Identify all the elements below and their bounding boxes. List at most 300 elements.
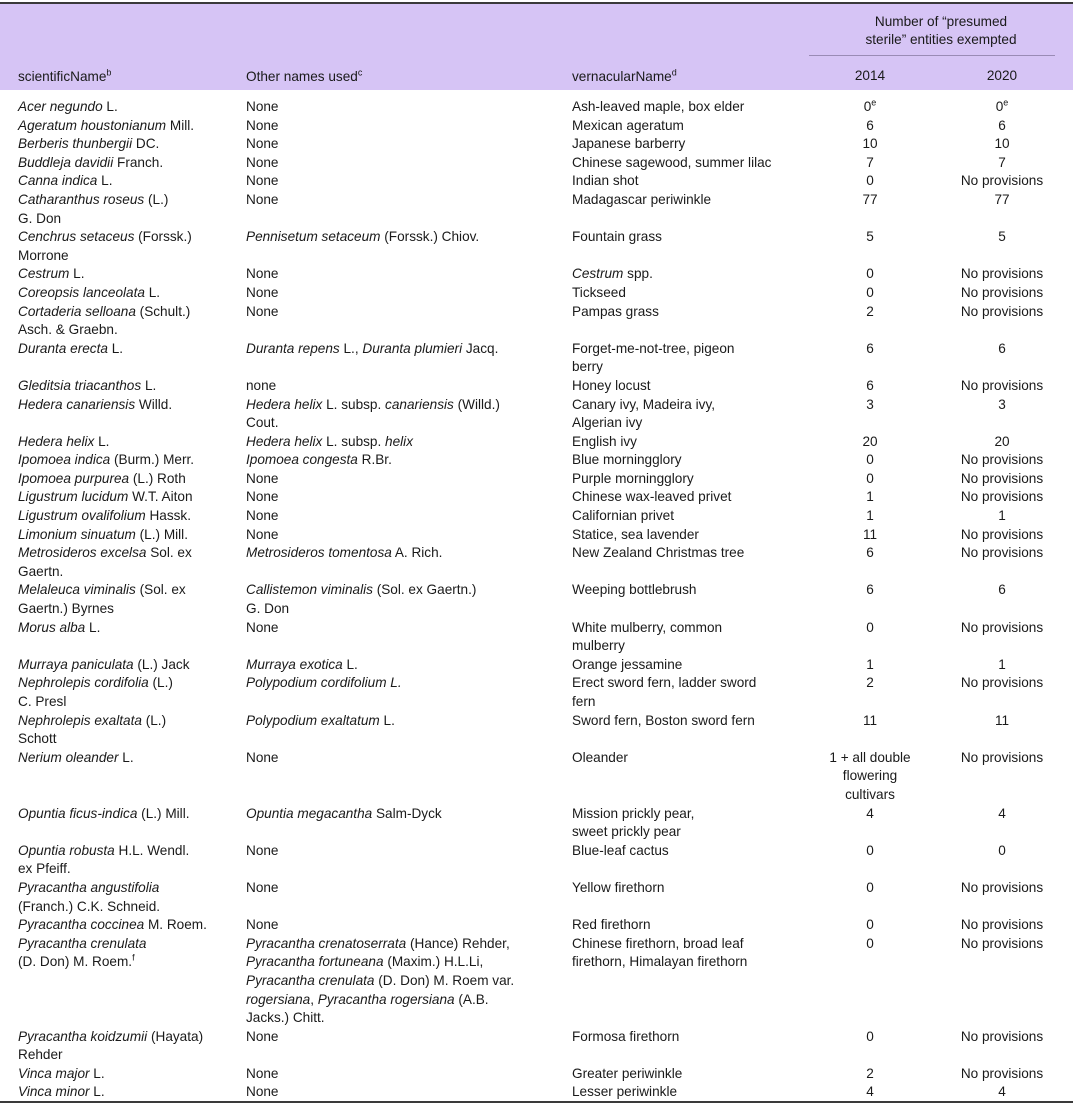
cell-text: Formosa firethorn [572, 1028, 680, 1044]
cell-other-names [246, 879, 572, 916]
cell-scientific-name [0, 507, 246, 526]
cell-text: No provisions [960, 266, 1044, 282]
cell-text: Jacq. [462, 340, 499, 356]
cell-text: Ipomoea congesta [246, 452, 358, 468]
header-year-2014: 2014 [809, 60, 931, 90]
cell-vernacular-name [572, 526, 809, 545]
cell-scientific-name [0, 656, 246, 675]
cell-count-2014 [809, 879, 931, 916]
cell-other-names [246, 544, 572, 581]
cell-text: English ivy [572, 433, 637, 449]
cell-other-names [246, 1083, 572, 1102]
cell-scientific-name [0, 805, 246, 842]
cell-text: (L.) Roth [129, 470, 186, 486]
cell-text: No provisions [960, 675, 1044, 691]
cell-other-names [246, 433, 572, 452]
cell-count-2014 [809, 377, 931, 396]
cell-count-2014 [809, 470, 931, 489]
cell-text: 11 [994, 712, 1010, 728]
cell-text: No provisions [960, 452, 1044, 468]
cell-text: None [246, 284, 279, 300]
cell-text: L. [118, 749, 134, 765]
cell-scientific-name [0, 526, 246, 545]
cell-vernacular-name [572, 284, 809, 303]
cell-count-2020 [931, 284, 1073, 303]
cell-text: No provisions [960, 489, 1044, 505]
cell-count-2014 [809, 507, 931, 526]
cell-other-names [246, 135, 572, 154]
table-row [0, 451, 1073, 470]
cell-count-2020 [931, 90, 1073, 117]
cell-other-names [246, 396, 572, 433]
cell-text: No provisions [960, 526, 1044, 542]
cell-other-names [246, 451, 572, 470]
cell-text: G. Don [18, 210, 62, 226]
cell-text: Pyracantha rogersiana [317, 991, 455, 1007]
cell-text: Catharanthus roseus [18, 191, 145, 207]
footnote-mark: e [1003, 97, 1009, 108]
cell-count-2020 [931, 303, 1073, 340]
cell-count-2014 [809, 284, 931, 303]
cell-text: Fountain grass [572, 229, 662, 245]
cell-count-2020 [931, 135, 1073, 154]
cell-count-2014 [809, 916, 931, 935]
cell-text: L. [144, 284, 161, 300]
table-row [0, 135, 1073, 154]
cell-text: 5 [998, 229, 1006, 245]
cell-text: Duranta repens [246, 340, 340, 356]
table-row [0, 470, 1073, 489]
cell-text: 5 [866, 229, 874, 245]
cell-vernacular-name [572, 172, 809, 191]
cell-vernacular-name [572, 488, 809, 507]
header-scientific-name-text: scientificName [18, 69, 107, 84]
header-year-2020: 2020 [931, 60, 1073, 90]
cell-text: None [246, 879, 279, 895]
cell-count-2020 [931, 340, 1073, 377]
cell-text: 0 [863, 99, 872, 114]
cell-text: 1 [866, 656, 874, 672]
cell-text: G. Don [246, 601, 290, 617]
cell-count-2020 [931, 1065, 1073, 1084]
cell-count-2020 [931, 154, 1073, 173]
cell-text: Blue morningglory [572, 452, 682, 468]
cell-text: 6 [866, 377, 874, 393]
cell-text: 1 [866, 489, 874, 505]
cell-text: H.L. Wendl. [114, 842, 190, 858]
cell-text: Honey locust [572, 377, 651, 393]
cell-count-2014 [809, 1083, 931, 1102]
cell-text: Chinese firethorn, broad leaf [572, 935, 744, 951]
cell-text: 11 [862, 526, 878, 542]
cell-text: (A.B. [454, 991, 489, 1007]
cell-text: Jacks.) Chitt. [246, 1010, 325, 1026]
table-row [0, 1065, 1073, 1084]
cell-text: Pennisetum setaceum [246, 229, 381, 245]
cell-text: L. [379, 712, 395, 728]
cell-text: No provisions [960, 545, 1044, 561]
cell-text: Pyracantha coccinea [18, 917, 145, 933]
cell-text: L. [89, 1084, 105, 1100]
cell-count-2014 [809, 619, 931, 656]
cell-text: No provisions [960, 619, 1044, 635]
cell-text: (L.) Mill. [135, 526, 188, 542]
cell-vernacular-name [572, 451, 809, 470]
cell-text: None [246, 619, 279, 635]
cell-text: Pyracantha angustifolia [18, 879, 160, 895]
table-row [0, 656, 1073, 675]
footnote-mark: b [106, 67, 112, 78]
cell-scientific-name [0, 712, 246, 749]
table-row [0, 265, 1073, 284]
cell-text: Canna indica [18, 173, 98, 189]
cell-text: Coreopsis lanceolata [18, 284, 145, 300]
cell-text: None [246, 154, 279, 170]
cell-count-2014 [809, 191, 931, 228]
cell-count-2014 [809, 526, 931, 545]
cell-scientific-name [0, 172, 246, 191]
cell-text: Hedera helix [246, 433, 323, 449]
cell-count-2014 [809, 433, 931, 452]
cell-vernacular-name [572, 470, 809, 489]
cell-count-2020 [931, 433, 1073, 452]
cell-text: 6 [866, 582, 874, 598]
cell-text: Ligustrum lucidum [18, 489, 129, 505]
cell-text: None [246, 99, 279, 114]
cell-text: Willd. [135, 396, 173, 412]
cell-text: None [246, 470, 279, 486]
cell-text: 20 [862, 433, 878, 449]
cell-text: 10 [862, 136, 878, 152]
cell-text: No provisions [960, 749, 1044, 765]
cell-count-2020 [931, 1028, 1073, 1065]
table-row [0, 842, 1073, 879]
table-row [0, 879, 1073, 916]
cell-text: Hedera canariensis [18, 396, 136, 412]
table-row [0, 1083, 1073, 1102]
cell-other-names [246, 749, 572, 805]
cell-count-2014 [809, 656, 931, 675]
cell-text: Mill. [166, 117, 195, 133]
cell-vernacular-name [572, 842, 809, 879]
cell-text: (Hayata) [147, 1028, 204, 1044]
cell-text: No provisions [960, 917, 1044, 933]
cell-text: Pyracantha crenulata [246, 972, 375, 988]
cell-other-names [246, 191, 572, 228]
header-scientific-name [0, 4, 246, 90]
cell-text: 0 [866, 1028, 874, 1044]
cell-text: Cortaderia selloana [18, 303, 136, 319]
cell-text: Salm-Dyck [372, 805, 442, 821]
cell-text: 77 [994, 191, 1010, 207]
cell-vernacular-name [572, 507, 809, 526]
cell-text: 6 [998, 582, 1006, 598]
bottom-rule [0, 1101, 1073, 1103]
cell-scientific-name [0, 544, 246, 581]
cell-text: Nephrolepis cordifolia [18, 675, 149, 691]
cell-vernacular-name [572, 377, 809, 396]
cell-text: Rehder [18, 1047, 63, 1063]
cell-text: Chinese sagewood, summer lilac [572, 154, 772, 170]
cell-text: 6 [866, 117, 874, 133]
header-group-line1: Number of “presumed [874, 13, 1008, 29]
cell-text: Hedera helix [246, 396, 323, 412]
cell-vernacular-name [572, 544, 809, 581]
cell-other-names [246, 154, 572, 173]
cell-other-names [246, 228, 572, 265]
cell-text: Madagascar periwinkle [572, 191, 712, 207]
cell-text: Orange jessamine [572, 656, 683, 672]
cell-text: 1 [998, 656, 1006, 672]
table-body [0, 90, 1073, 1102]
cell-text: No provisions [960, 935, 1044, 951]
species-table [0, 4, 1073, 1102]
cell-text: Sol. ex [146, 545, 192, 561]
cell-text: L. [94, 433, 110, 449]
cell-text: Yellow firethorn [572, 879, 665, 895]
cell-vernacular-name [572, 581, 809, 618]
cell-vernacular-name [572, 396, 809, 433]
table-row [0, 303, 1073, 340]
table-row [0, 340, 1073, 377]
cell-text: Red firethorn [572, 917, 651, 933]
cell-text: Opuntia megacantha [246, 805, 373, 821]
cell-text: 6 [998, 117, 1006, 133]
cell-text: DC. [132, 136, 160, 152]
header-other-names [246, 4, 572, 90]
cell-text: berry [572, 359, 603, 375]
cell-text: Morrone [18, 247, 69, 263]
cell-other-names [246, 935, 572, 1028]
cell-text: No provisions [960, 1065, 1044, 1081]
cell-text: Lesser periwinkle [572, 1084, 678, 1100]
cell-text: flowering [842, 768, 898, 784]
cell-text: 6 [998, 340, 1006, 356]
cell-count-2020 [931, 879, 1073, 916]
cell-scientific-name [0, 265, 246, 284]
table-row [0, 805, 1073, 842]
cell-text: Schott [18, 731, 57, 747]
cell-text: Morus alba [18, 619, 86, 635]
cell-other-names [246, 340, 572, 377]
cell-text: spp. [623, 266, 653, 282]
cell-scientific-name [0, 228, 246, 265]
cell-text: L. [141, 377, 157, 393]
cell-text: ex Pfeiff. [18, 861, 71, 877]
cell-count-2020 [931, 581, 1073, 618]
cell-text: 0 [866, 470, 874, 486]
cell-text: No provisions [960, 303, 1044, 319]
cell-count-2014 [809, 805, 931, 842]
cell-scientific-name [0, 674, 246, 711]
cell-count-2014 [809, 842, 931, 879]
cell-text: Mexican ageratum [572, 117, 684, 133]
cell-text: 3 [998, 396, 1006, 412]
cell-scientific-name [0, 303, 246, 340]
cell-text: 0 [866, 842, 874, 858]
cell-count-2014 [809, 488, 931, 507]
cell-text: Algerian ivy [572, 415, 643, 431]
cell-count-2014 [809, 340, 931, 377]
cell-text: sweet prickly pear [572, 824, 681, 840]
cell-vernacular-name [572, 619, 809, 656]
cell-text: None [246, 136, 279, 152]
cell-text: Polypodium cordifolium L. [246, 675, 402, 691]
cell-count-2014 [809, 135, 931, 154]
cell-vernacular-name [572, 935, 809, 1028]
table-row [0, 191, 1073, 228]
cell-text: (Sol. ex Gaertn.) [372, 582, 477, 598]
footnote-mark: f [132, 952, 135, 963]
cell-text: Cestrum [18, 266, 70, 282]
cell-scientific-name [0, 135, 246, 154]
cell-text: 77 [862, 191, 878, 207]
cell-vernacular-name [572, 916, 809, 935]
cell-scientific-name [0, 191, 246, 228]
cell-text: Callistemon viminalis [246, 582, 373, 598]
cell-text: Californian privet [572, 508, 674, 524]
cell-scientific-name [0, 1083, 246, 1102]
cell-other-names [246, 470, 572, 489]
cell-text: None [246, 1028, 279, 1044]
cell-scientific-name [0, 842, 246, 879]
cell-vernacular-name [572, 1028, 809, 1065]
cell-text: No provisions [960, 284, 1044, 300]
cell-text: None [246, 173, 279, 189]
cell-count-2020 [931, 117, 1073, 136]
cell-vernacular-name [572, 712, 809, 749]
cell-text: Forget-me-not-tree, pigeon [572, 340, 735, 356]
cell-text: None [246, 749, 279, 765]
cell-scientific-name [0, 619, 246, 656]
cell-text: 4 [866, 805, 874, 821]
cell-text: None [246, 191, 279, 207]
cell-count-2020 [931, 749, 1073, 805]
cell-text: White mulberry, common [572, 619, 723, 635]
table-header [0, 4, 1073, 90]
cell-count-2020 [931, 488, 1073, 507]
cell-text: Canary ivy, Madeira ivy, [572, 396, 716, 412]
cell-text: 3 [866, 396, 874, 412]
cell-scientific-name [0, 470, 246, 489]
cell-text: Japanese barberry [572, 136, 686, 152]
cell-text: none [246, 377, 277, 393]
table-row [0, 526, 1073, 545]
cell-text: Tickseed [572, 284, 626, 300]
table-row [0, 172, 1073, 191]
table-row [0, 228, 1073, 265]
cell-text: L. [102, 99, 118, 114]
cell-scientific-name [0, 916, 246, 935]
cell-other-names [246, 377, 572, 396]
cell-text: Ash-leaved maple, box elder [572, 99, 745, 114]
cell-text: Nephrolepis exaltata [18, 712, 142, 728]
cell-text: Ageratum houstonianum [18, 117, 167, 133]
cell-count-2014 [809, 228, 931, 265]
cell-count-2014 [809, 749, 931, 805]
table-row [0, 154, 1073, 173]
cell-text: None [246, 1084, 279, 1100]
cell-text: A. Rich. [391, 545, 443, 561]
table-row [0, 284, 1073, 303]
table-row [0, 619, 1073, 656]
cell-text: Ipomoea indica [18, 452, 111, 468]
cell-scientific-name [0, 433, 246, 452]
cell-count-2014 [809, 712, 931, 749]
table-row [0, 544, 1073, 581]
cell-scientific-name [0, 284, 246, 303]
cell-vernacular-name [572, 656, 809, 675]
cell-count-2014 [809, 1065, 931, 1084]
footnote-mark: c [357, 67, 363, 78]
cell-text: Duranta plumieri [362, 340, 463, 356]
cell-count-2020 [931, 674, 1073, 711]
cell-other-names [246, 90, 572, 117]
cell-text: No provisions [960, 879, 1044, 895]
cell-text: (D. Don) M. Roem. [18, 954, 133, 970]
table-row [0, 117, 1073, 136]
cell-text: Hassk. [145, 508, 192, 524]
table-row [0, 507, 1073, 526]
cell-text: Franch. [113, 154, 164, 170]
cell-text: None [246, 526, 279, 542]
cell-count-2020 [931, 842, 1073, 879]
cell-count-2014 [809, 117, 931, 136]
table-row [0, 1028, 1073, 1065]
cell-text: Opuntia ficus-indica [18, 805, 138, 821]
cell-count-2014 [809, 674, 931, 711]
cell-text: (Schult.) [135, 303, 191, 319]
cell-count-2014 [809, 154, 931, 173]
cell-text: 7 [866, 154, 874, 170]
cell-scientific-name [0, 90, 246, 117]
cell-text: Metrosideros tomentosa [246, 545, 392, 561]
footnote-mark: e [871, 97, 877, 108]
cell-other-names [246, 805, 572, 842]
cell-count-2020 [931, 656, 1073, 675]
cell-text: 11 [862, 712, 878, 728]
cell-scientific-name [0, 396, 246, 433]
cell-vernacular-name [572, 1065, 809, 1084]
cell-text: L. subsp. [322, 396, 386, 412]
cell-text: Greater periwinkle [572, 1065, 683, 1081]
cell-count-2020 [931, 526, 1073, 545]
cell-text: 4 [998, 1084, 1006, 1100]
header-group-line2: sterile” entities exempted [865, 31, 1017, 47]
cell-other-names [246, 842, 572, 879]
cell-scientific-name [0, 935, 246, 1028]
cell-text: Gaertn.) Byrnes [18, 601, 114, 617]
cell-text: New Zealand Christmas tree [572, 545, 745, 561]
cell-text: (L.) [144, 191, 169, 207]
cell-text: Pyracantha crenatoserrata [246, 935, 407, 951]
cell-text: Murraya exotica [246, 656, 343, 672]
cell-vernacular-name [572, 433, 809, 452]
cell-text: 1 + all double [829, 749, 911, 765]
cell-text: Cout. [246, 415, 279, 431]
cell-text: 1 [998, 508, 1006, 524]
cell-scientific-name [0, 488, 246, 507]
cell-vernacular-name [572, 1083, 809, 1102]
cell-other-names [246, 488, 572, 507]
cell-text: (L.) [148, 675, 173, 691]
cell-count-2014 [809, 172, 931, 191]
cell-text: Pampas grass [572, 303, 659, 319]
cell-text: Chinese wax-leaved privet [572, 489, 732, 505]
cell-text: (Hance) Rehder, [406, 935, 510, 951]
cell-text: None [246, 303, 279, 319]
cell-count-2020 [931, 507, 1073, 526]
